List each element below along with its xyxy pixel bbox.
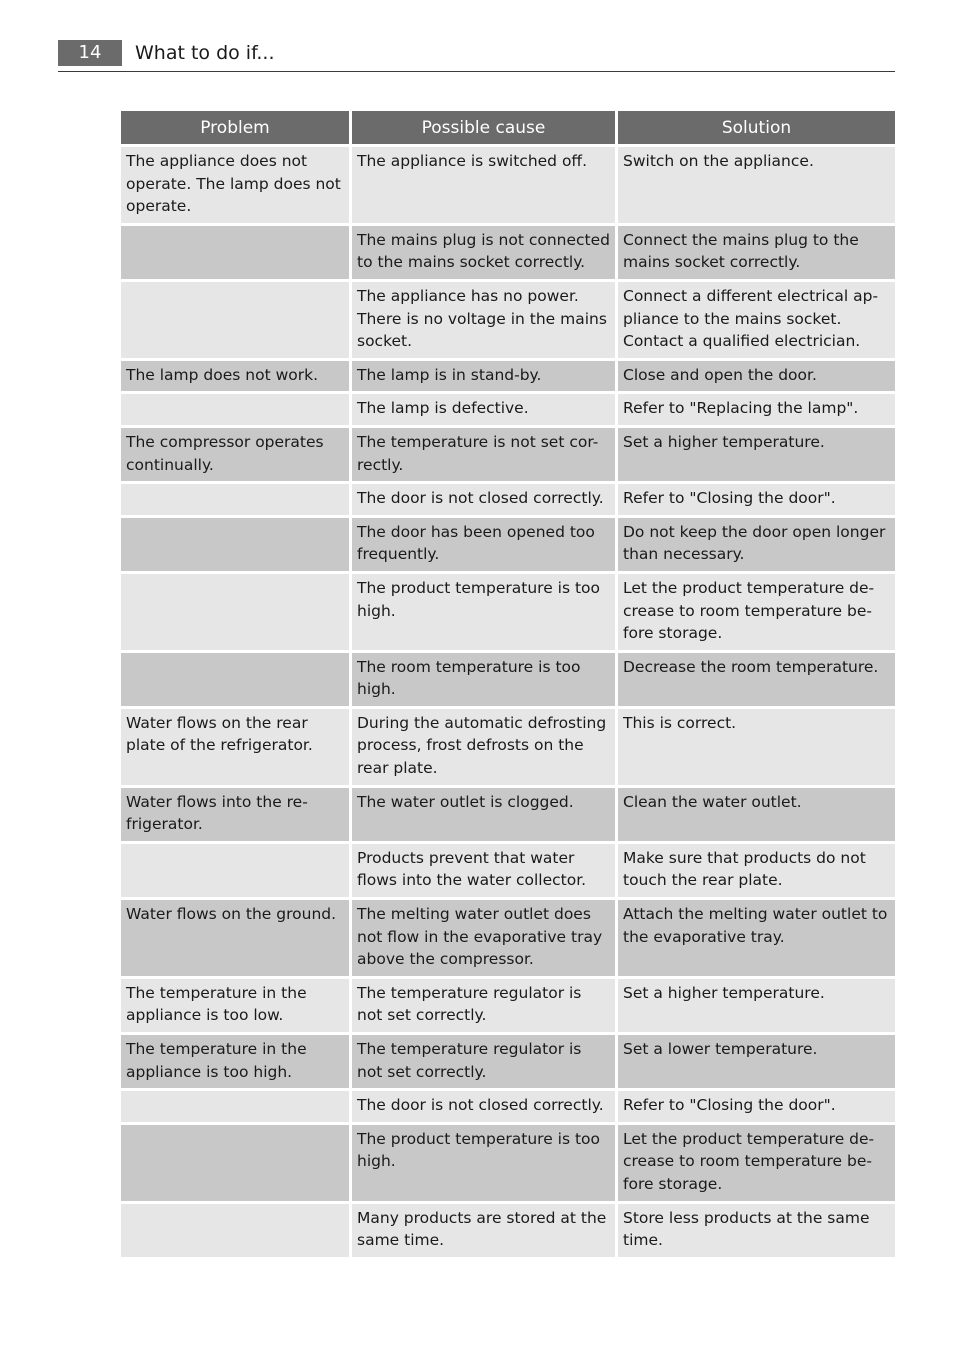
table-row [121,428,895,484]
problem-cell: The temperature in the appliance is too low. [121,979,352,1035]
column-header-possible-cause: Possible cause [352,111,618,147]
problem-cell: Water flows on the rear plate of the refrigerator. [121,709,352,788]
solution-cell: Switch on the appliance. [618,147,895,226]
cause-cell: Many products are stored at the same time. [352,1204,618,1260]
problem-cell: Water flows into the re-frigerator. [121,788,352,844]
table-row [121,394,895,428]
solution-cell: Store less products at the same time. [618,1204,895,1260]
problem-cell [121,574,352,653]
cause-cell: The temperature regulator is not set correctly. [352,979,618,1035]
solution-cell: Connect a different electrical ap-pliance to the mains socket. Contact a qualified electrician. [618,282,895,361]
table-row [121,653,895,709]
cause-cell: The appliance has no power. There is no voltage in the mains socket. [352,282,618,361]
problem-cell [121,1204,352,1260]
cause-cell: The door is not closed correctly. [352,484,618,518]
problem-cell [121,282,352,361]
table-row [121,900,895,979]
table-row [121,788,895,844]
solution-cell: Close and open the door. [618,361,895,395]
cause-cell: The door is not closed correctly. [352,1091,618,1125]
table-row [121,574,895,653]
table-row [121,1091,895,1125]
solution-cell: Clean the water outlet. [618,788,895,844]
solution-cell: This is correct. [618,709,895,788]
cause-cell: The water outlet is clogged. [352,788,618,844]
cause-cell: The lamp is defective. [352,394,618,428]
page-number: 14 [58,40,122,66]
section-title: What to do if... [135,42,275,64]
cause-cell: The melting water outlet does not flow in the evaporative tray above the compressor. [352,900,618,979]
cause-cell: The appliance is switched off. [352,147,618,226]
table-row [121,226,895,282]
solution-cell: Do not keep the door open longer than necessary. [618,518,895,574]
table-row [121,361,895,395]
table-header-row [121,111,895,147]
table-row [121,709,895,788]
solution-cell: Attach the melting water outlet to the evaporative tray. [618,900,895,979]
cause-cell: The temperature is not set cor-rectly. [352,428,618,484]
column-header-solution: Solution [618,111,895,147]
solution-cell: Connect the mains plug to the mains socket correctly. [618,226,895,282]
problem-cell [121,844,352,900]
table-row [121,844,895,900]
solution-cell: Make sure that products do not touch the rear plate. [618,844,895,900]
problem-cell: The lamp does not work. [121,361,352,395]
problem-cell [121,518,352,574]
table-row [121,484,895,518]
troubleshooting-table [121,111,895,1260]
solution-cell: Let the product temperature de-crease to room temperature be-fore storage. [618,1125,895,1204]
solution-cell: Refer to "Closing the door". [618,484,895,518]
table-row [121,1035,895,1091]
problem-cell: The appliance does not operate. The lamp does not operate. [121,147,352,226]
problem-cell [121,1091,352,1125]
problem-cell [121,226,352,282]
table-row [121,147,895,226]
solution-cell: Set a higher temperature. [618,428,895,484]
table-row [121,979,895,1035]
problem-cell [121,653,352,709]
solution-cell: Let the product temperature de-crease to room temperature be-fore storage. [618,574,895,653]
solution-cell: Decrease the room temperature. [618,653,895,709]
solution-cell: Refer to "Closing the door". [618,1091,895,1125]
problem-cell: Water flows on the ground. [121,900,352,979]
cause-cell: The lamp is in stand-by. [352,361,618,395]
problem-cell: The temperature in the appliance is too high. [121,1035,352,1091]
solution-cell: Refer to "Replacing the lamp". [618,394,895,428]
problem-cell [121,394,352,428]
cause-cell: Products prevent that water flows into the water collector. [352,844,618,900]
problem-cell [121,484,352,518]
page-header [58,40,895,72]
table-row [121,282,895,361]
problem-cell: The compressor operates continually. [121,428,352,484]
cause-cell: The temperature regulator is not set correctly. [352,1035,618,1091]
cause-cell: The product temperature is too high. [352,1125,618,1204]
solution-cell: Set a lower temperature. [618,1035,895,1091]
table-row [121,1204,895,1260]
table-row [121,518,895,574]
table-row [121,1125,895,1204]
cause-cell: During the automatic defrosting process, frost defrosts on the rear plate. [352,709,618,788]
solution-cell: Set a higher temperature. [618,979,895,1035]
problem-cell [121,1125,352,1204]
cause-cell: The room temperature is too high. [352,653,618,709]
cause-cell: The mains plug is not connected to the mains socket correctly. [352,226,618,282]
cause-cell: The door has been opened too frequently. [352,518,618,574]
cause-cell: The product temperature is too high. [352,574,618,653]
column-header-problem: Problem [121,111,352,147]
